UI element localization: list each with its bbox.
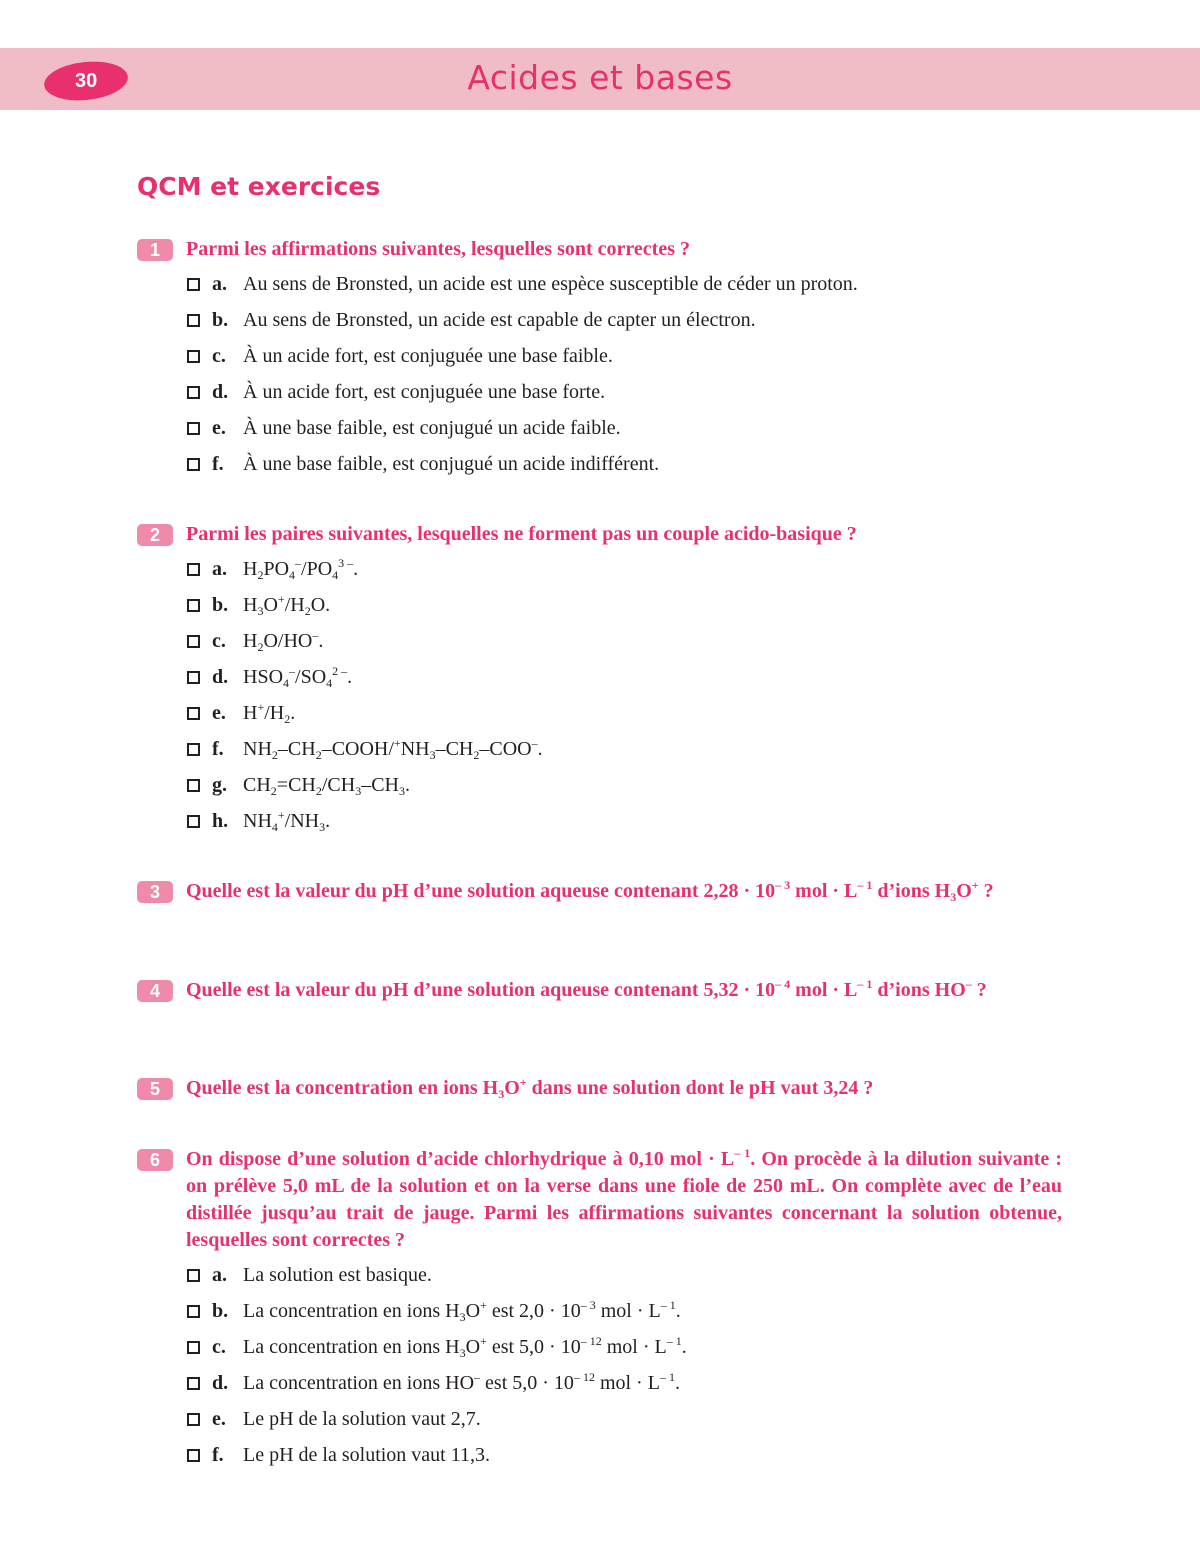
question-number-badge: 4	[137, 980, 173, 1002]
checkbox[interactable]	[187, 743, 200, 756]
option-letter: a.	[212, 1264, 227, 1286]
question-number-badge: 3	[137, 881, 173, 903]
option-letter: d.	[212, 381, 229, 403]
option-letter: c.	[212, 1336, 226, 1358]
question-text: Quelle est la concentration en ions $H_3O^+$ dans une solution dont le pH vaut 3,24 ?	[186, 1075, 874, 1101]
option-item[interactable]	[187, 379, 1062, 415]
chapter-title: Acides et bases	[467, 58, 733, 97]
question-number-badge: 2	[137, 524, 173, 546]
option-item[interactable]	[187, 808, 1062, 844]
option-letter: d.	[212, 666, 229, 688]
option-text: $CH_2=CH_2/CH_3-CH_3$.	[243, 774, 410, 798]
option-item[interactable]	[187, 1262, 1062, 1298]
option-item[interactable]	[187, 592, 1062, 628]
option-text: La concentration en ions $H_3O^+$ est $2,0 \cdot 10^{- 3}$ mol · $L^{- 1}$.	[243, 1298, 681, 1324]
option-letter: b.	[212, 309, 229, 331]
option-list	[187, 1262, 1062, 1478]
option-letter: a.	[212, 558, 227, 580]
option-letter: e.	[212, 1408, 226, 1430]
option-text: La concentration en ions $H_3O^+$ est $5,0 \cdot 10^{- 12}$ mol · $L^{- 1}$.	[243, 1334, 687, 1360]
option-list	[187, 271, 1062, 487]
option-text: Le pH de la solution vaut 11,3.	[243, 1444, 490, 1466]
checkbox[interactable]	[187, 422, 200, 435]
question-number-badge: 1	[137, 239, 173, 261]
checkbox[interactable]	[187, 671, 200, 684]
option-letter: a.	[212, 273, 227, 295]
checkbox[interactable]	[187, 1269, 200, 1282]
option-item[interactable]	[187, 556, 1062, 592]
question-number-badge: 6	[137, 1149, 173, 1171]
option-item[interactable]	[187, 1442, 1062, 1478]
option-text: Le pH de la solution vaut 2,7.	[243, 1408, 481, 1430]
option-letter: e.	[212, 702, 226, 724]
option-letter: b.	[212, 1300, 229, 1322]
option-item[interactable]	[187, 271, 1062, 307]
option-letter: f.	[212, 453, 224, 475]
option-text: À un acide fort, est conjuguée une base forte.	[243, 381, 606, 403]
checkbox[interactable]	[187, 1449, 200, 1462]
question-4	[137, 977, 1062, 1004]
checkbox[interactable]	[187, 815, 200, 828]
option-text: La solution est basique.	[243, 1264, 432, 1286]
question-text: Parmi les affirmations suivantes, lesquelles sont correctes ?	[186, 238, 690, 260]
option-text: La concentration en ions HO– est $5,0 \cdot 10^{- 12}$ mol · $L^{- 1}$.	[243, 1370, 680, 1394]
question-3	[137, 878, 1062, 905]
checkbox[interactable]	[187, 278, 200, 291]
option-item[interactable]	[187, 343, 1062, 379]
option-text: $NH_2-CH_2-COOH/^+NH_3-CH_2-COO^-$.	[243, 736, 543, 762]
checkbox[interactable]	[187, 563, 200, 576]
question-number-badge: 5	[137, 1078, 173, 1100]
option-item[interactable]	[187, 1406, 1062, 1442]
option-item[interactable]	[187, 700, 1062, 736]
checkbox[interactable]	[187, 1377, 200, 1390]
option-letter: f.	[212, 1444, 224, 1466]
option-letter: h.	[212, 810, 229, 832]
option-item[interactable]	[187, 1334, 1062, 1370]
option-letter: c.	[212, 630, 226, 652]
option-item[interactable]	[187, 1370, 1062, 1406]
option-letter: c.	[212, 345, 226, 367]
question-2	[137, 521, 1062, 844]
option-text: À une base faible, est conjugué un acide faible.	[243, 417, 621, 439]
question-text: Quelle est la valeur du pH d’une solution aqueuse contenant $2,28 \cdot 10^{- 3}$ mol · $L^{- 1}$ d’ions $H_3O^+$ ?	[186, 878, 994, 904]
option-item[interactable]	[187, 628, 1062, 664]
option-text: À un acide fort, est conjuguée une base faible.	[243, 345, 613, 367]
checkbox[interactable]	[187, 386, 200, 399]
checkbox[interactable]	[187, 1413, 200, 1426]
option-item[interactable]	[187, 415, 1062, 451]
option-text: $H^+/H_2$.	[243, 700, 296, 726]
option-letter: d.	[212, 1372, 229, 1394]
checkbox[interactable]	[187, 779, 200, 792]
option-text: $HSO_4^-/SO_4^{2 -}$.	[243, 664, 353, 690]
option-item[interactable]	[187, 736, 1062, 772]
option-item[interactable]	[187, 1298, 1062, 1334]
option-text: $H_2O/HO^-$.	[243, 628, 324, 654]
option-letter: e.	[212, 417, 226, 439]
option-item[interactable]	[187, 451, 1062, 487]
option-text: À une base faible, est conjugué un acide indifférent.	[243, 453, 660, 475]
option-item[interactable]	[187, 772, 1062, 808]
checkbox[interactable]	[187, 599, 200, 612]
option-text: $H_3O^+/H_2O$.	[243, 592, 331, 618]
question-1	[137, 236, 1062, 487]
checkbox[interactable]	[187, 635, 200, 648]
option-letter: f.	[212, 738, 224, 760]
question-text: On dispose d’une solution d’acide chlorhydrique à 0,10 mol · $L^{- 1}$. On procède à la dilution suivante : on prélève 5,0 mL de la solution et on la verse dans une fiole de 250 mL. On complète avec de l’eau distillée jusqu’au trait de jauge. Parmi les affirmations suivantes concernant la solution obtenue, lesquelles sont correctes ?	[186, 1146, 1062, 1251]
option-letter: b.	[212, 594, 229, 616]
option-list	[187, 556, 1062, 844]
question-text: Quelle est la valeur du pH d’une solution aqueuse contenant $5,32 \cdot 10^{- 4}$ mol · $L^{- 1}$ d’ions HO– ?	[186, 977, 987, 1001]
checkbox[interactable]	[187, 1305, 200, 1318]
checkbox[interactable]	[187, 458, 200, 471]
question-6	[137, 1146, 1062, 1478]
option-text: $NH_4^+/NH_3$.	[243, 808, 331, 834]
option-item[interactable]	[187, 664, 1062, 700]
checkbox[interactable]	[187, 707, 200, 720]
question-text: Parmi les paires suivantes, lesquelles ne forment pas un couple acido-basique ?	[186, 523, 857, 545]
option-text: $H_2PO_4^-/PO_4^{3 -}$.	[243, 556, 359, 582]
option-item[interactable]	[187, 307, 1062, 343]
checkbox[interactable]	[187, 1341, 200, 1354]
section-title: QCM et exercices	[137, 172, 381, 201]
option-text: Au sens de Bronsted, un acide est une espèce susceptible de céder un proton.	[243, 273, 858, 295]
checkbox[interactable]	[187, 350, 200, 363]
option-text: Au sens de Bronsted, un acide est capable de capter un électron.	[243, 309, 756, 331]
page-number-badge: 30	[42, 58, 130, 105]
checkbox[interactable]	[187, 314, 200, 327]
option-letter: g.	[212, 774, 227, 796]
question-5	[137, 1075, 1062, 1102]
